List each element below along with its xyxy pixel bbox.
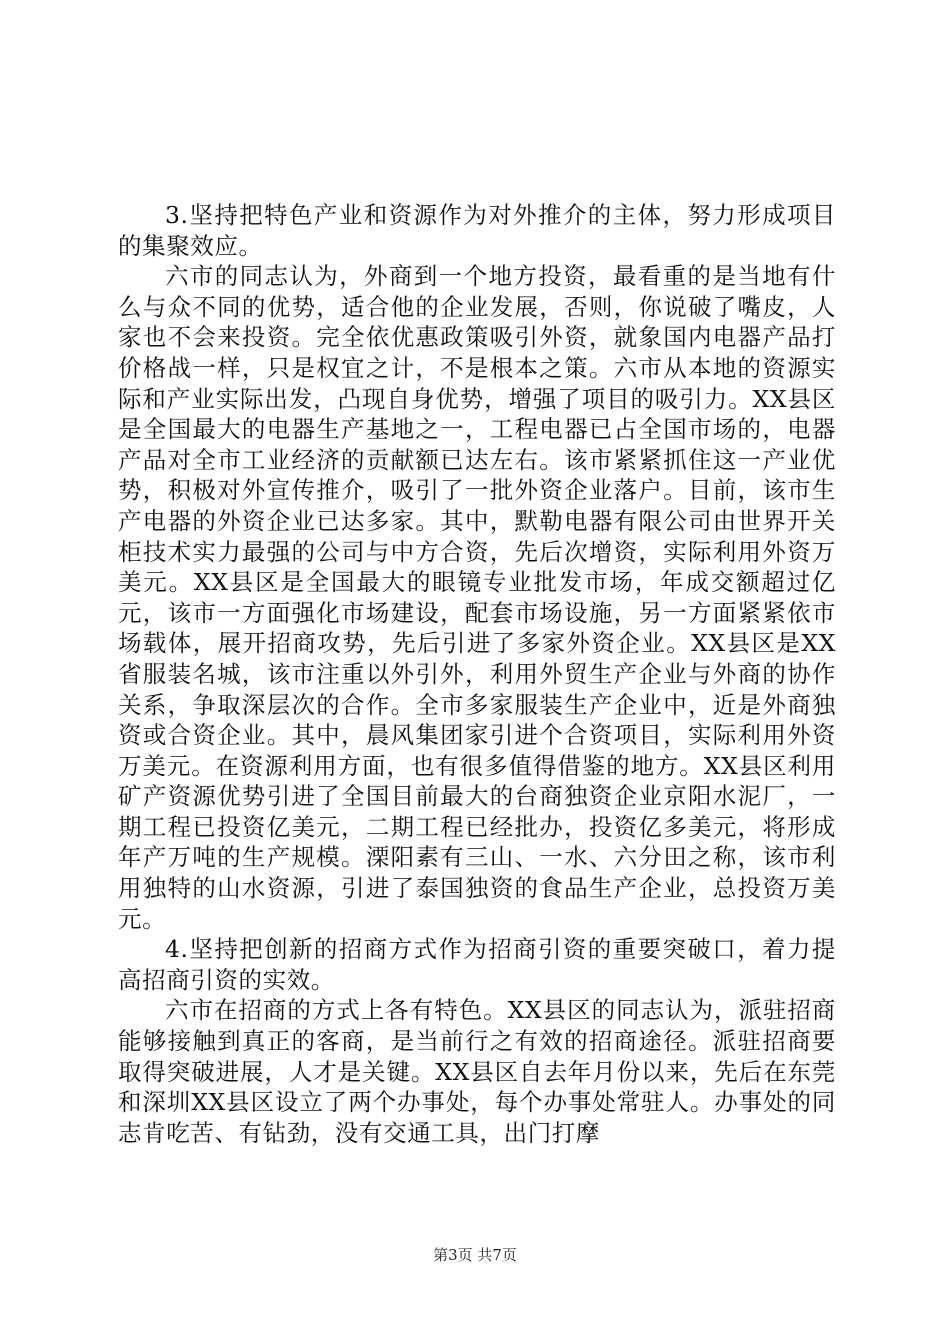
paragraph-body: 六市的同志认为，外商到一个地方投资，最看重的是当地有什么与众不同的优势，适合他的企业发展，否则，你说破了嘴皮，人家也不会来投资。完全依优惠政策吸引外资，就象国内电器产品打价格战一样，只是权宜之计，不是根本之策。六市从本地的资源实际和产业实际出发，凸现自身优势，增强了项目的吸引力。XX县区是全国最大的电器生产基地之一，工程电器已占全国市场的，电器产品对全市工业经济的贡献额已达左右。该市紧紧抓住这一产业优势，积极对外宣传推介，吸引了一批外资企业落户。目前，该市生产电器的外资企业已达多家。其中，默勒电器有限公司由世界开关柜技术实力最强的公司与中方合资，先后次增资，实际利用外资万美元。XX县区是全国最大的眼镜专业批发市场，年成交额超过亿元，该市一方面强化市场建设，配套市场设施，另一方面紧紧依市场载体，展开招商攻势，先后引进了多家外资企业。XX县区是XX省服装名城，该市注重以外引外，利用外贸生产企业与外商的协作关系，争取深层次的合作。全市多家服装生产企业中，近是外商独资或合资企业。其中，晨风集团家引进个合资项目，实际利用外资万美元。在资源利用方面，也有很多值得借鉴的地方。XX县区利用矿产资源优势引进了全国目前最大的台商独资企业京阳水泥厂，一期工程已投资亿美元，二期工程已经批办，投资亿多美元，将形成年产万吨的生产规模。溧阳素有三山、一水、六分田之称，该市利用独特的山水资源，引进了泰国独资的食品生产企业，总投资万美元。 — [118, 262, 836, 933]
paragraph-heading-4: 4.坚持把创新的招商方式作为招商引资的重要突破口，着力提高招商引资的实效。 — [118, 935, 836, 994]
document-body — [118, 200, 836, 1148]
paragraph-body: 六市在招商的方式上各有特色。XX县区的同志认为，派驻招商能够接触到真正的客商，是当前行之有效的招商途径。派驻招商要取得突破进展，人才是关键。XX县区自去年月份以来，先后在东莞和深圳XX县区设立了两个办事处，每个办事处常驻人。办事处的同志肯吃苦、有钻劲，没有交通工具，出门打摩 — [118, 996, 836, 1147]
page-number-footer: 第3页 共7页 — [433, 1246, 517, 1264]
paragraph-heading-3: 3.坚持把特色产业和资源作为对外推介的主体，努力形成项目的集聚效应。 — [118, 201, 836, 260]
